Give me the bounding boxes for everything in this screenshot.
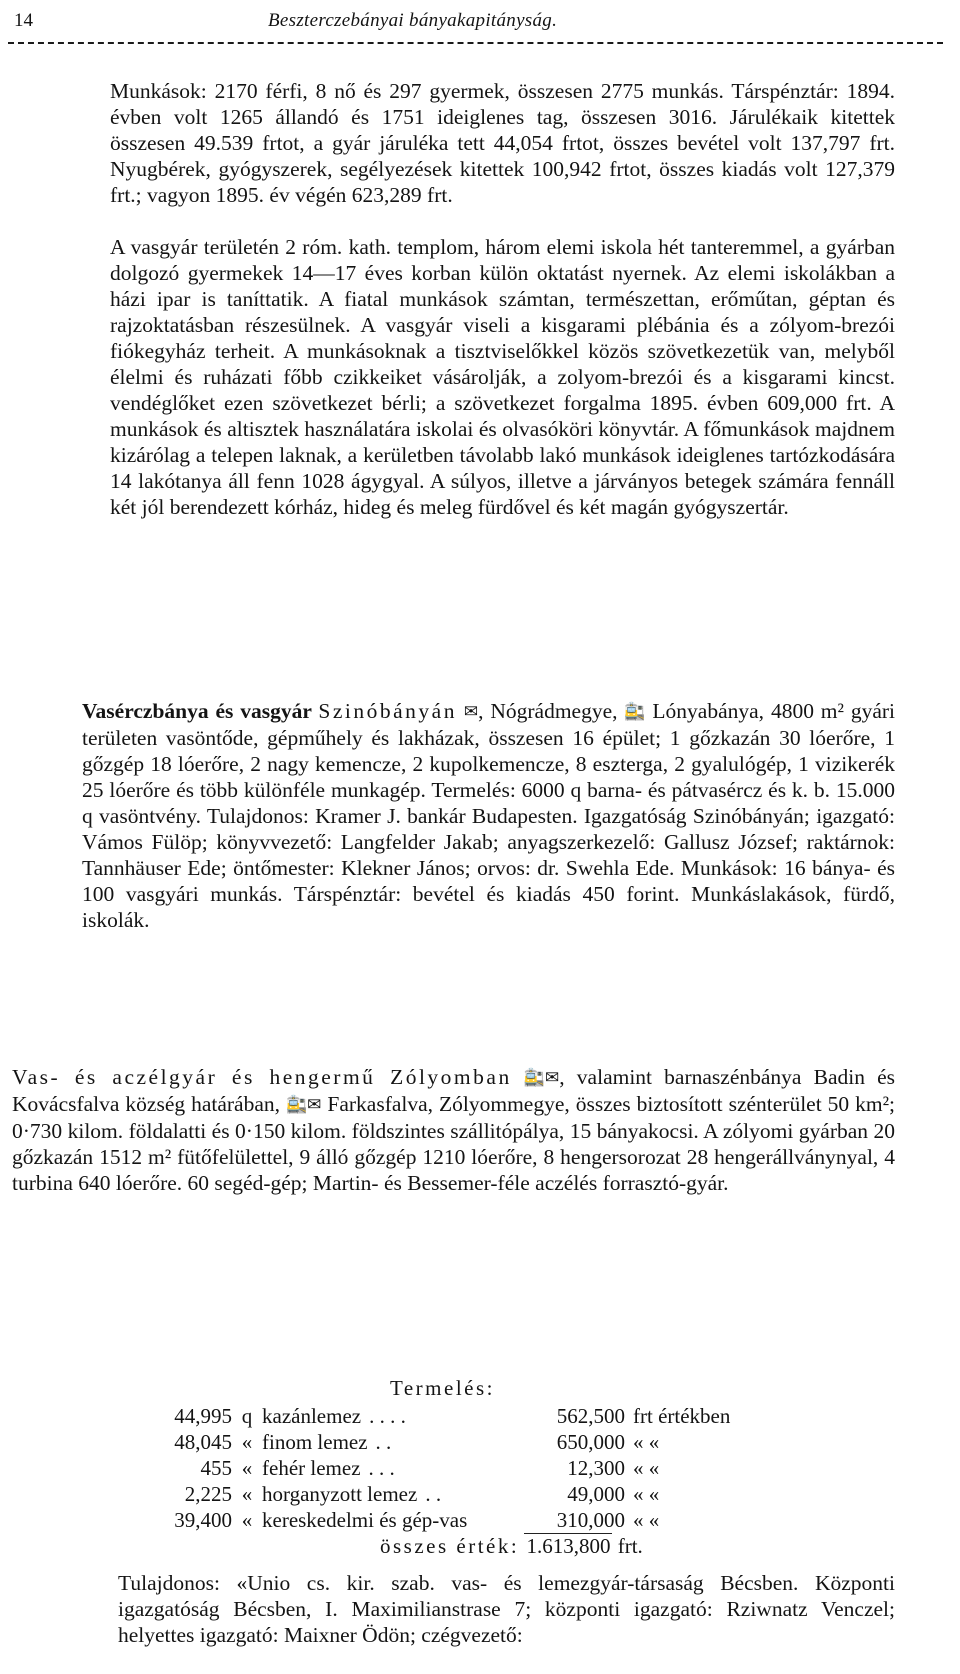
production-value: 12,300 [567,1456,625,1480]
total-unit: frt. [617,1534,643,1558]
production-row [150,1507,747,1533]
entry-title-prefix: Vasérczbánya és vasgyár [82,699,319,723]
production-unit: q [241,1404,253,1428]
production-value: 650,000 [556,1430,625,1454]
production-row [150,1481,747,1507]
production-qty: 455 [200,1456,232,1480]
entry-title-works: Vas- és aczélgyár és hengermű Zólyomban [12,1065,512,1089]
production-qty: 44,995 [174,1404,232,1428]
production-item [258,1429,521,1455]
paragraph-workers-fund: Munkások: 2170 férfi, 8 nő és 297 gyermek, összesen 2775 munkás. Társpénztár: 1894. évben volt 1265 állandó és 1751 ideiglenes tag, összesen 3016. Járulékaik kitettek összesen 49.539 frtot, a gyár járuléka tett 44,054 frtot, összes bevétel volt 137,797 frt. Nyugbérek, gyógyszerek, segélyezések kitettek 100,942 frtot, összes kiadás volt 127,379 frt.; vagyon 1895. év végén 623,289 frt. [110,79,895,207]
production-value: 562,500 [556,1404,625,1428]
production-unit: « [241,1482,253,1506]
production-currency: « « [633,1482,660,1506]
production-item-name: finom lemez [262,1430,368,1454]
entry-body: Farkasfalva, Zólyommegye, összes biztosított szénterület 50 km²; 0·730 kilom. földalatti és 0·150 kilom. földszintes szállitópálya, 15 bányakocsi. A zólyomi gyárban 20 gőzkazán 1512 m² fütőfelülettel, 9 álló gőzgép 1210 lóerőre, 8 hengersorozat 28 hengerállványnyal, 4 turbina 640 lóerőre. 60 segéd-gép; Martin- és Bessemer-féle aczélés forrasztó-gyár. [12,1092,896,1195]
production-row [150,1429,747,1455]
county-text: , Nógrádmegye, [478,699,625,723]
production-unit: « [241,1430,253,1454]
page-number: 14 [14,10,33,31]
production-item [258,1507,521,1533]
total-value: 1.613,800 [526,1534,611,1558]
railway-station-icon: 🚉 [523,1068,546,1087]
leader-dots: . . [375,1430,392,1454]
railway-station-icon: 🚉 [624,702,646,721]
entry-body: 4800 m² gyári területen vasöntőde, gépműhely és lakházak, összesen 16 épület; 1 gőzkazán 30 lóerőre, 1 gőzgép 18 lóerőre, 2 nagy kemencze, 2 kupolkemencze, 8 eszterga, 2 gyalulógép, 1 vizikerék 25 lóerőre és több különféle munkagép. Termelés: 6000 q barna- és pátvasércz és k. b. 15.000 q vasöntvény. Tulajdonos: Kramer J. bankár Budapesten. Igazgatóság Szinóbányán; igazgató: Vámos Fülöp; könyvvezető: Langfelder Jakab; anyagszerkezelő: Gallusz József; raktárnok: Tannhäuser Ede; öntőmester: Klekner János; orvos: dr. Swehla Ede. Munkások: 16 bánya- és 100 vasgyári munkás. Társpénztár: bevétel és kiadás 450 forint. Munkáslakások, fürdő, iskolák. [82,699,896,932]
post-office-icon: ✉ [463,702,479,721]
production-total [380,1534,643,1559]
production-item [258,1455,521,1481]
station-text: Lónyabánya, [645,699,765,723]
production-row [150,1455,747,1481]
production-unit: « [241,1508,253,1532]
production-item-name: fehér lemez [262,1456,361,1480]
production-table [150,1403,747,1533]
leader-dots: . . . . [369,1404,406,1428]
production-item-name: kereskedelmi és gép-vas [262,1508,468,1532]
entry-title-place: Szinóbányán [318,699,457,723]
entry-szinobanya [82,698,895,933]
running-title: Beszterczebányai bányakapitányság. [268,10,558,31]
production-currency: frt értékben [633,1404,731,1428]
production-item-name: horganyzott lemez [262,1482,418,1506]
production-currency: « « [633,1456,660,1480]
production-value: 310,000 [556,1508,625,1532]
production-qty: 39,400 [174,1508,232,1532]
production-currency: « « [633,1508,660,1532]
production-item [258,1481,521,1507]
leader-dots: . . [425,1482,442,1506]
owner-paragraph: Tulajdonos: «Unio cs. kir. szab. vas- és lemezgyár-társaság Bécsben. Központi igazgatóság Bécsben, I. Maximilianstrase 7; központi igazgató: Rziwnatz Venczel; helyettes igazgató: Maixner Ödön; czégvezető: [118,1571,895,1647]
production-item-name: kazánlemez [262,1404,362,1428]
production-row [150,1403,747,1429]
entry-zolyom [12,1064,895,1196]
production-item [258,1403,521,1429]
production-qty: 48,045 [174,1430,232,1454]
production-currency: « « [633,1430,660,1454]
paragraph-school-welfare: A vasgyár területén 2 róm. kath. templom, három elemi iskola hét tanteremmel, a gyárban dolgozó gyermekek 14—17 éves korban külön oktatást nyernek. Az elemi iskolákban a házi ipar is taníttatik. A fiatal munkások számtan, természettan, erőműtan, géptan és rajzoktatásban részesülnek. A vasgyár viseli a kisgarami plébánia és a zólyom-brezói fiókegyház terheit. A munkásoknak a tisztviselőkkel közös szövetkezetük van, melyből élelmi és ruházati főbb czikkeiket vásárolják, a zolyom-brezói és a kisgarami kincst. vendéglőket ezen szövetkezet bérli; a szövetkezet forgalma 1895. évben 609,000 frt. A munkások és altisztek használatára iskolai és olvasóköri könyvtár. A főmunkások majdnem kizárólag a telepen laknak, a kerületben távolabb lakó munkások ideiglenes tartózkodására 14 lakótanya áll fenn 1028 ágygyal. A súlyos, illetve a járványos betegek számára fennáll két jól berendezett kórház, hideg és meleg fürdővel és két magán gyógyszertár. [110,235,895,519]
leader-dots: . . . [368,1456,395,1480]
railway-station-icon: 🚉 [285,1095,308,1114]
header-rule [8,42,943,44]
post-office-icon: ✉ [545,1068,560,1087]
total-label: összes érték: [380,1534,520,1558]
production-title: Termelés: [390,1376,495,1400]
production-qty: 2,225 [184,1482,232,1506]
production-unit: « [241,1456,253,1480]
page-header [8,6,938,38]
production-value: 49,000 [567,1482,625,1506]
post-office-icon: ✉ [307,1095,322,1114]
entry-title-mine: , valamint barnaszénbánya Badin és Kovácsfalva község határában, [12,1065,896,1116]
